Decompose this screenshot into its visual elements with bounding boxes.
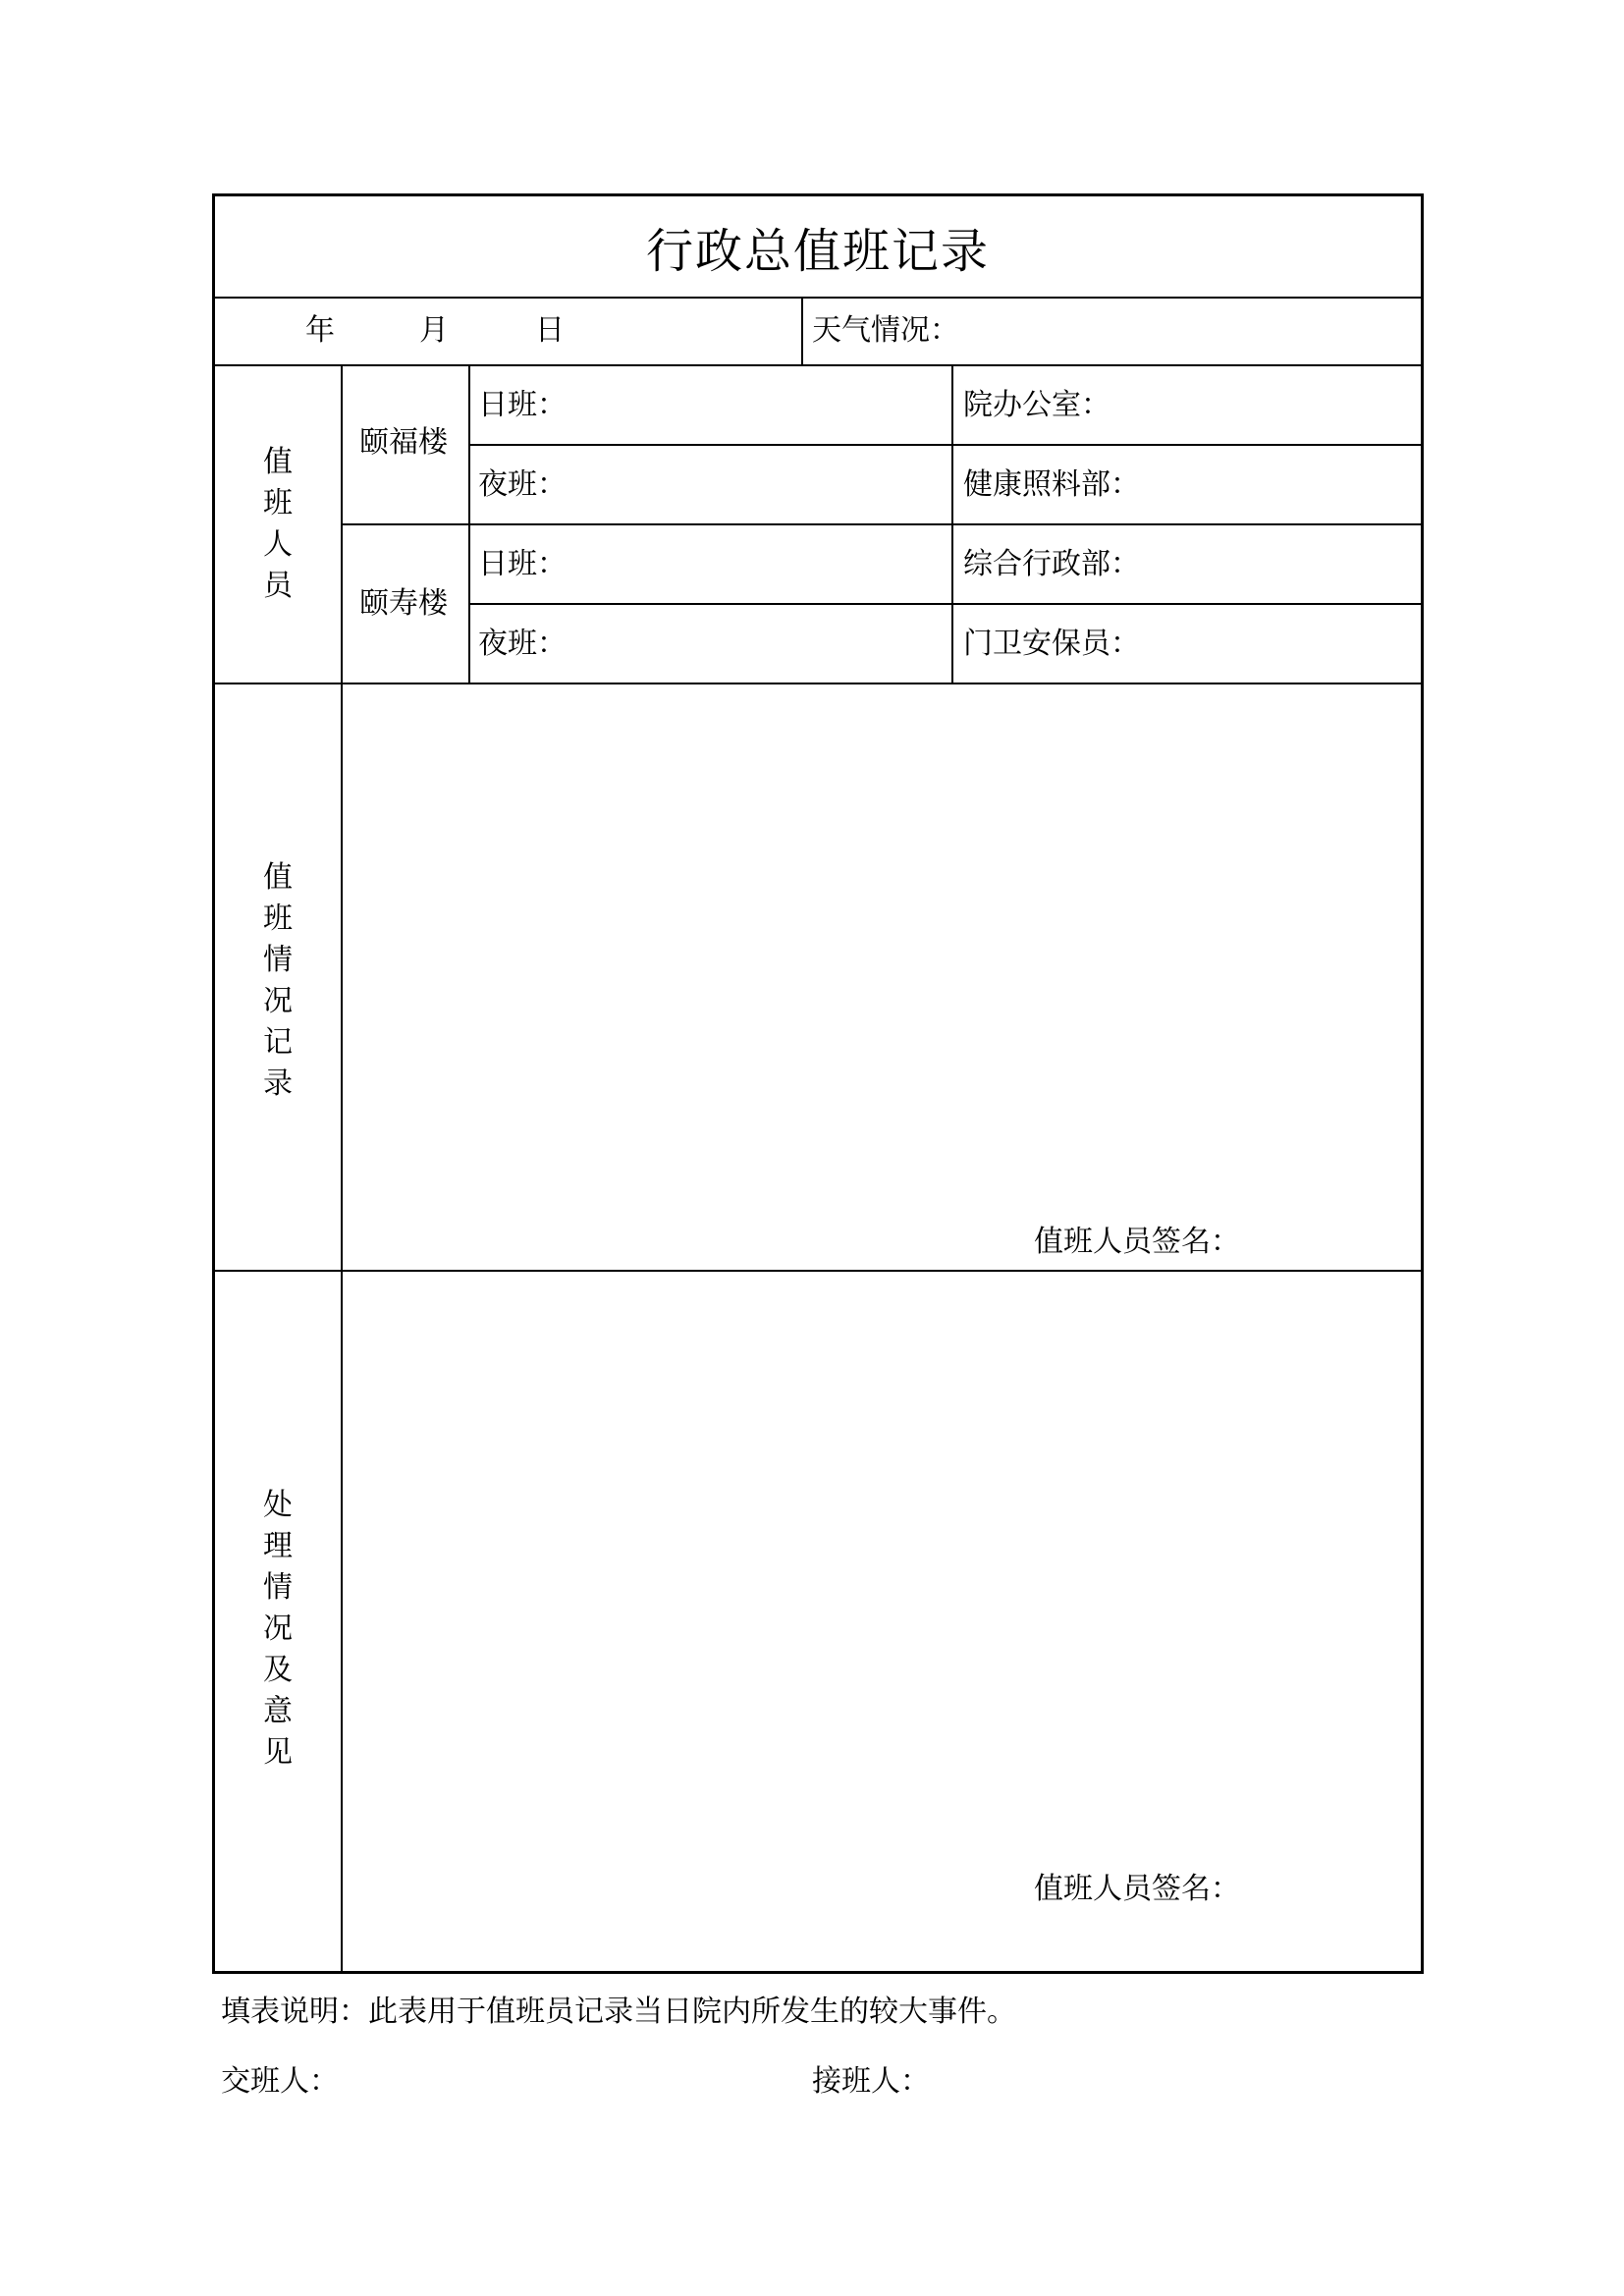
handling-section-label: 处理情况及意见	[263, 1488, 293, 1770]
divider-staff-row1	[468, 444, 1421, 446]
record-signature-label: 值班人员签名：	[1034, 1225, 1240, 1259]
divider-shift-dept	[951, 364, 953, 683]
dept-label: 院办公室：	[963, 388, 1110, 422]
dept-label: 健康照料部：	[963, 467, 1140, 502]
divider-building-column	[468, 364, 470, 683]
date-month-label: 月	[419, 313, 449, 348]
handover-from-label: 交班人：	[221, 2064, 339, 2099]
divider-staff-row3	[468, 603, 1421, 605]
record-section-label: 值班情况记录	[263, 860, 293, 1101]
dept-label: 门卫安保员：	[963, 627, 1140, 661]
date-year-label: 年	[305, 313, 335, 348]
building-name: 颐寿楼	[359, 586, 448, 621]
handover-to-label: 接班人：	[812, 2064, 930, 2099]
divider-staff-end	[215, 683, 1421, 684]
shift-label: 夜班：	[478, 627, 567, 661]
divider-date-weather	[801, 297, 803, 364]
date-day-label: 日	[535, 313, 565, 348]
form-title: 行政总值班记录	[645, 223, 990, 279]
dept-label: 综合行政部：	[963, 547, 1140, 581]
building-name: 颐福楼	[359, 425, 448, 460]
staff-section-label: 值班人员	[263, 445, 293, 603]
divider-date	[215, 364, 1421, 366]
duty-record-form	[212, 193, 1424, 1974]
shift-label: 日班：	[478, 547, 567, 581]
divider-record-end	[215, 1270, 1421, 1272]
form-note: 填表说明：此表用于值班员记录当日院内所发生的较大事件。	[221, 1995, 1016, 2029]
divider-title	[215, 297, 1421, 299]
handling-signature-label: 值班人员签名：	[1034, 1872, 1240, 1906]
shift-label: 夜班：	[478, 467, 567, 502]
weather-label: 天气情况：	[812, 313, 959, 348]
divider-label-column	[341, 364, 343, 1971]
divider-building	[341, 523, 1421, 525]
shift-label: 日班：	[478, 388, 567, 422]
